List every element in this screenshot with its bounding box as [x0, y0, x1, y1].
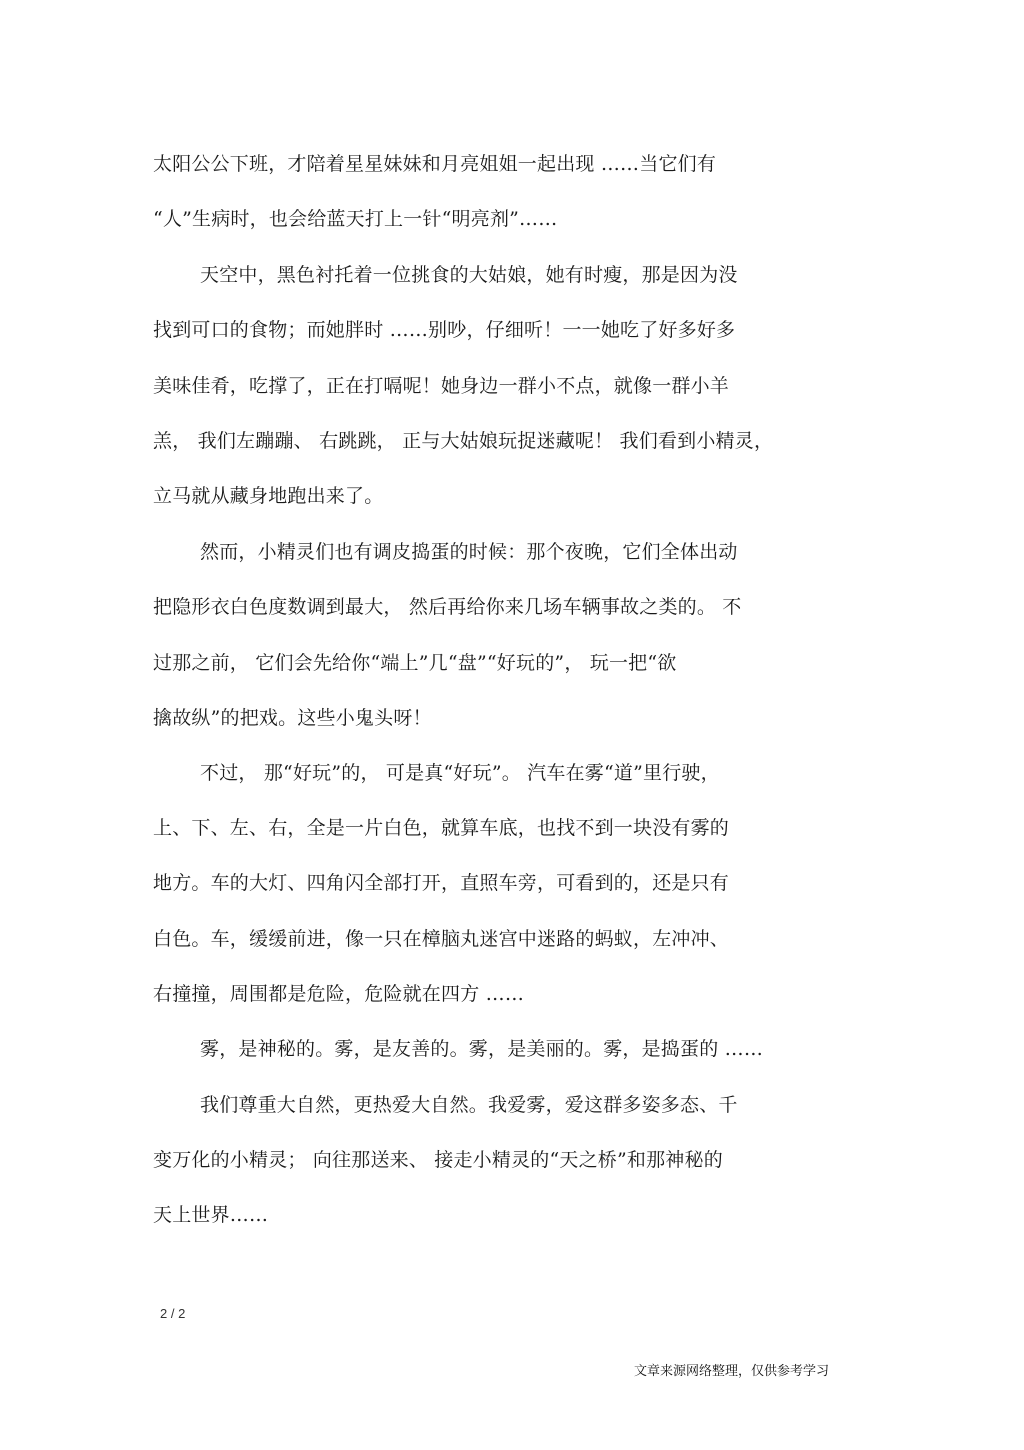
text-line: 过那之前， 它们会先给你“端上”几“盘”“好玩的”， 玩一把“欲 — [153, 652, 677, 674]
text-line: 不过， 那“好玩”的， 可是真“好玩”。 汽车在雾“道”里行驶， — [200, 762, 720, 784]
text-line: 天空中，黑色衬托着一位挑食的大姑娘，她有时瘦，那是因为没 — [200, 264, 738, 286]
text-line: 羔， 我们左蹦蹦、 右跳跳， 正与大姑娘玩捉迷藏呢！ 我们看到小精灵， — [153, 430, 774, 452]
text-line: “人”生病时，也会给蓝天打上一针“明亮剂”…… — [153, 208, 558, 230]
text-line: 找到可口的食物；而她胖时 ……别吵，仔细听！一一她吃了好多好多 — [153, 319, 736, 341]
text-line: 擒故纵”的把戏。这些小鬼头呀！ — [153, 707, 432, 729]
text-line: 地方。车的大灯、四角闪全部打开，直照车旁，可看到的，还是只有 — [153, 872, 730, 894]
text-line: 上、下、左、右，全是一片白色，就算车底，也找不到一块没有雾的 — [153, 817, 730, 839]
text-line: 变万化的小精灵； 向往那送来、 接走小精灵的“天之桥”和那神秘的 — [153, 1149, 723, 1171]
text-line: 天上世界…… — [153, 1204, 269, 1226]
text-line: 白色。车，缓缓前进，像一只在樟脑丸迷宫中迷路的蚂蚁，左冲冲、 — [153, 928, 730, 950]
text-line: 我们尊重大自然，更热爱大自然。我爱雾，爱这群多姿多态、千 — [200, 1094, 738, 1116]
text-line: 立马就从藏身地跑出来了。 — [153, 485, 384, 507]
text-line: 右撞撞，周围都是危险，危险就在四方 …… — [153, 983, 525, 1005]
text-line: 雾，是神秘的。雾，是友善的。雾，是美丽的。雾，是捣蛋的 …… — [200, 1038, 764, 1060]
text-line: 太阳公公下班，才陪着星星妹妹和月亮姐姐一起出现 ……当它们有 — [153, 153, 717, 175]
page-number: 2 / 2 — [160, 1306, 186, 1321]
footer-note: 文章来源网络整理，仅供参考学习 — [634, 1364, 830, 1379]
text-line: 然而，小精灵们也有调皮捣蛋的时候：那个夜晚，它们全体出动 — [200, 541, 738, 563]
text-line: 美味佳肴，吃撑了，正在打嗝呢！她身边一群小不点，就像一群小羊 — [153, 375, 730, 397]
text-line: 把隐形衣白色度数调到最大， 然后再给你来几场车辆事故之类的。 不 — [153, 596, 742, 618]
